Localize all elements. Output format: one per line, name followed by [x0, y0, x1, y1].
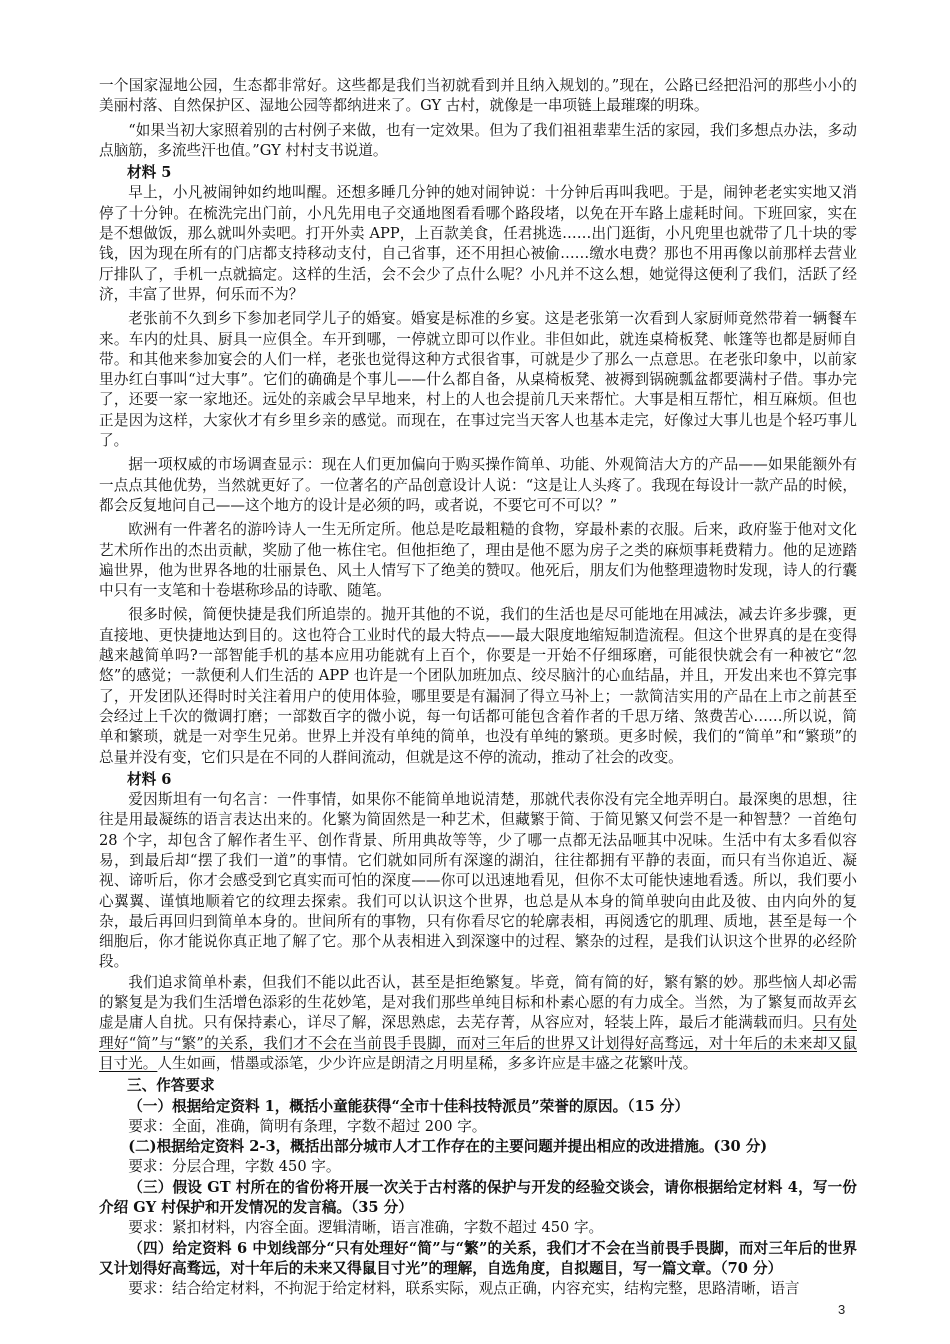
- continuation-paragraph-2: “如果当初大家照着别的古村例子来做，也有一定效果。但为了我们祖祖辈辈生活的家园，我们多想点办法，多动点脑筋，多流些汗也值。”GY 村村支书说道。: [99, 121, 857, 159]
- task-requirement-4: 要求：结合给定材料，不拘泥于给定材料，联系实际，观点正确，内容充实，结构完整，思路清晰，语言: [128, 1280, 800, 1298]
- task-requirement-3: 要求：紧扣材料，内容全面。逻辑清晰，语言准确，字数不超过 450 字。: [128, 1219, 604, 1237]
- task-question-1: （一）根据给定资料 1，概括小童能获得“全市十佳科技特派员”荣誉的原因。（15 分）: [128, 1097, 690, 1115]
- task-requirement-1: 要求：全面，准确，简明有条理，字数不超过 200 字。: [128, 1117, 487, 1135]
- material-5-heading: 材料 5: [127, 164, 172, 182]
- task-question-4: （四）给定资料 6 中划线部分“只有处理好“简”与“繁”的关系，我们才不会在当前畏手畏脚，而对三年后的世界又计划得好高骛远，对十年后的未来又得鼠目寸光”的理解，自选角度，自拟题目，写一篇文章。（70 分）: [99, 1239, 857, 1277]
- continuation-paragraph-1: 一个国家湿地公园，生态都非常好。这些都是我们当初就看到并且纳入规划的。”现在，公路已经把沿河的那些小小的美丽村落、自然保护区、湿地公园等都纳进来了。GY 古村，就像是一串项链上最璀璨的明珠。: [99, 77, 857, 115]
- material-5-paragraph: 早上，小凡被闹钟如约地叫醒。还想多睡几分钟的她对闹钟说：十分钟后再叫我吧。于是，闹钟老老实实地又消停了十分钟。在梳洗完出门前，小凡先用电子交通地图看看哪个路段堵，以免在开车路上虚耗时间。下班回家，实在是不想做饭，那么就叫外卖吧。打开外卖 APP，上百款美食，任君挑选……出门逛街，小凡兜里也就带了几十块的零钱，因为现在所有的门店都支持移动支付，自己省事，还不用担心被偷……缴水电费？那也不用再像以前那样去营业厅排队了，手机一点就搞定。这样的生活，会不会少了点什么呢？小凡并不这么想，她觉得这便利了我们，活跃了经济，丰富了世界，何乐而不为？: [99, 184, 857, 303]
- section-3-heading: 三、作答要求: [127, 1077, 215, 1095]
- task-question-3: （三）假设 GT 村所在的省份将开展一次关于古村落的保护与开发的经验交谈会，请你根据给定材料 4，写一份介绍 GY 村保护和开发情况的发言稿。（35 分）: [99, 1178, 857, 1217]
- material-6-paragraph-1: 爱因斯坦有一句名言：一件事情，如果你不能简单地说清楚，那就代表你没有完全地弄明白。最深奥的思想，往往是用最凝练的语言表达出来的。化繁为简固然是一种艺术，但藏繁于简、于简见繁又何尝不是一种智慧？一首绝句 28 个字，却包含了解作者生平、创作背景、所用典故等等，少了哪一点都无法品咂其中况味。生活中有太多看似容易，到最后却“摆了我们一道”的事情。它们就如同所有深邃的湖泊，往往都拥有平静的表面，而只有当你追近、凝视、谛听后，你才会感受到它真实而可怕的深度——你可以迅速地看见，但你不太可能快速地看透。所以，我们要小心翼翼、谨慎地顺着它的纹理去探索。我们可以认识这个世界，也总是从本身的简单驶向由此及彼、由内向外的复杂，最后再回归到简单本身的。世间所有的事物，只有你看尽它的轮廓表相，再阅透它的肌理、质地，甚至是每一个细胞后，你才能说你真正地了解了它。那个从表相进入到深邃中的过程、繁杂的过程，是我们认识这个世界的必经阶段。: [99, 791, 857, 971]
- task-question-2: (二)根据给定资料 2-3，概括出部分城市人才工作存在的主要问题并提出相应的改进措施。(30 分): [128, 1138, 768, 1156]
- material-5-paragraph: 老张前不久到乡下参加老同学儿子的婚宴。婚宴是标准的乡宴。这是老张第一次看到人家厨师竟然带着一辆餐车来。车内的灶具、厨具一应俱全。车开到哪，一停就立即可以作业。非但如此，就连桌椅板凳、帐篷等也都是厨师自带。和其他来参加宴会的人们一样，老张也觉得这种方式很省事，可就是少了那么一点意思。在老张印象中，以前家里办红白事叫“过大事”。它们的确确是个事儿——什么都自备，从桌椅板凳、被褥到锅碗瓢盆都要满村子借。事办完了，还要一家一家地还。远处的亲戚会早早地来，村上的人也会提前几天来帮忙。大事是相互帮忙，相互麻烦。但也正是因为这样，大家伙才有乡里乡亲的感觉。而现在，在事过完当天客人也基本走完，好像过大事儿也是个轻巧事儿了。: [99, 310, 857, 450]
- material-6-paragraph-2: [99, 973, 857, 1074]
- document-page: [99, 76, 857, 1300]
- material-5-paragraph: 据一项权威的市场调查显示：现在人们更加偏向于购买操作简单、功能、外观简洁大方的产品——如果能额外有一点点其他优势，当然就更好了。一位著名的产品创意设计人说：“这是让人头疼了。我现在每设计一款产品的时候，都会反复地问自己——这个地方的设计是必须的吗，或者说，不要它可不可以？”: [99, 456, 857, 514]
- material-5-paragraph: 欧洲有一件著名的游吟诗人一生无所定所。他总是吃最粗糙的食物，穿最朴素的衣服。后来，政府鉴于他对文化艺术所作出的杰出贡献，奖励了他一栋住宅。但他拒绝了，理由是他不愿为房子之类的麻烦事耗费精力。他的足迹踏遍世界，他为世界各地的壮丽景色、风土人情写下了绝美的赞叹。他死后，朋友们为他整理遗物时发现，诗人的行囊中只有一支笔和十卷堪称珍品的诗歌、随笔。: [99, 521, 857, 600]
- material-6-text: 我们追求简单朴素，但我们不能以此否认，甚至是拒绝繁复。毕竟，简有简的好，繁有繁的妙。那些恼人却必需的繁复是为我们生活增色添彩的生花妙笔，是对我们那些单纯目标和朴素心愿的有力成全。当然，为了繁复而故弄玄虚是庸人自扰。只有保持素心，详尽了解，深思熟虑，去芜存菁，从容应对，轻装上阵，最后才能满载而归。: [99, 973, 857, 1032]
- page-number: 3: [838, 1302, 846, 1317]
- material-6-text: 人生如画，惜墨或添笔，少少许应是朗清之月明星稀，多多许应是丰盛之花繁叶茂。: [157, 1054, 698, 1072]
- material-6-heading: 材料 6: [127, 770, 172, 788]
- material-5-paragraph: 很多时候，简便快捷是我们所追崇的。抛开其他的不说，我们的生活也是尽可能地在用减法，减去许多步骤，更直接地、更快捷地达到目的。这也符合工业时代的最大特点——最大限度地缩短制造流程。但这个世界真的是在变得越来越简单吗?一部智能手机的基本应用功能就有上百个，你要是一开始不仔细琢磨，可能很快就会有一种被它“忽悠”的感觉；一款便利人们生活的 APP 也许是一个团队加班加点、绞尽脑汁的心血结晶，并且，开发出来也不算完事了，开发团队还得时时关注着用户的使用体验，哪里要是有漏洞了得立马补上；一款简洁实用的产品在上市之前甚至会经过上千次的微调打磨；一部数百字的微小说，每一句话都可能包含着作者的千思万绪、煞费苦心……所以说，简单和繁琐，就是一对孪生兄弟。世界上并没有单纯的简单，也没有单纯的繁琐。更多时候，我们的“简单”和“繁琐”的总量并没有变，它们只是在不同的人群间流动，但就是这不停的流动，推动了社会的改变。: [99, 606, 857, 766]
- underlined-sentence: 只有处理好“简”与“繁”的关系，我们才不会在当前畏手畏脚，而对三年后的世界又计划得好高骛远，对十年后的未来却又鼠目寸光。: [99, 1014, 857, 1072]
- task-requirement-2: 要求：分层合理，字数 450 字。: [128, 1158, 341, 1176]
